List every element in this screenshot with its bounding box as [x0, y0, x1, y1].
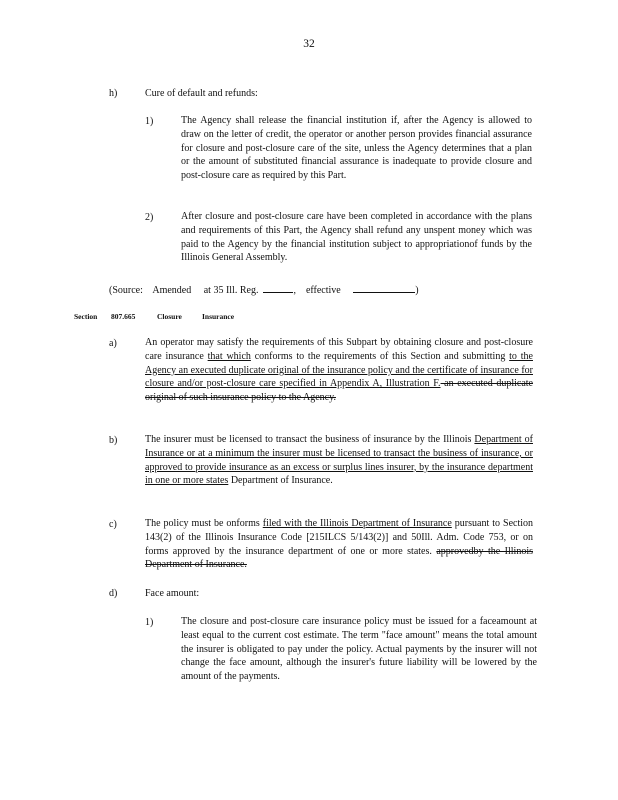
item-d1-label: 1): [145, 617, 154, 628]
subsection-b-label: b): [109, 435, 118, 446]
subsection-c-label: c): [109, 519, 117, 530]
subsection-d-label: d): [109, 588, 118, 599]
item-h2-text: After closure and post-closure care have been completed in accordance with the plans and requirements of this Part, the Agency shall refund any unspent money which was paid to the Agency by the financial institution subject to appropriationof funds by the Illinois General Assembly.: [181, 211, 532, 264]
subsection-a-label: a): [109, 338, 117, 349]
item-d1-text: The closure and post-closure care insurance policy must be issued for a faceamount at least equal to the current cost estimate. The term "face amount" means the total amount the insurer is obligated to pay under the policy. Actual payments by the insurer will not change the face amount, although the insurer's future liability will be lowered by the amount of the payments.: [181, 616, 537, 683]
a-text-1: An operator may satisfy the requirements of this Subpart by obtaining closure and post-closure care insurance: [145, 337, 533, 362]
c-text-1: The policy must be onforms: [145, 518, 263, 529]
c-text-2: pursuant to Section 143(2) of the Illinois Insurance Code [215ILCS 5/143(2)] and 50Ill. Adm. Code 753, or on forms approved by the insurance department of one or more states.: [145, 518, 533, 557]
section-label: Section: [74, 312, 98, 321]
source-note: [109, 282, 419, 298]
section-number: 807.665: [111, 312, 136, 321]
a-deleted-1: an executed duplicate original of such insurance policy to the Agency.: [145, 378, 533, 404]
b-text-1: The insurer must be licensed to transact the business of insurance by the Illinois: [145, 434, 475, 445]
item-h1-text: The Agency shall release the financial institution if, after the Agency is allowed to draw on the letter of credit, the operator or another person provides financial assurance for closure and post-closure care of the site, unless the Agency determines that a plan or the amount of substituted financial assurance is inadequate to provide closure and post-closure care as required by this Part.: [181, 115, 532, 182]
b-inserted-1: Department of Insurance or at a minimum the insurer must be licensed to transact the business of insurance, or approved to provide insurance as an excess or surplus lines insurer, by the insurance department in one or more states: [145, 434, 533, 487]
subsection-h-title: Cure of default and refunds:: [145, 88, 258, 99]
a-inserted-1: that which: [207, 350, 251, 362]
source-prefix: (Source:: [109, 285, 143, 296]
subsection-d-title: Face amount:: [145, 588, 200, 599]
c-inserted-1: filed with the Illinois Department of Insurance: [262, 518, 452, 529]
item-h2-label: 2): [145, 212, 154, 223]
a-inserted-2: to the Agency an executed duplicate original of the insurance policy and the certificate of insurance for closure and/or post-closure care specified in Appendix A, Illustration F.: [145, 350, 533, 390]
b-text-2: Department of Insurance.: [228, 475, 333, 487]
c-deleted-1: approvedby the Illinois Department of Insurance.: [145, 545, 533, 571]
subsection-b-text: [145, 433, 533, 488]
section-title-insurance: Insurance: [202, 312, 235, 321]
reg-blank: [263, 282, 293, 293]
source-reg: at 35 Ill. Reg.: [203, 285, 259, 296]
source-close: ): [415, 285, 419, 296]
item-h1-label: 1): [145, 116, 154, 127]
section-title-closure: Closure: [157, 312, 182, 321]
effective-blank: [353, 282, 415, 293]
a-text-2: conforms to the requirements of this Section and submitting: [250, 350, 510, 362]
subsection-a-text: [145, 336, 533, 405]
source-comma: ,: [293, 285, 296, 296]
source-amended: Amended: [152, 285, 192, 296]
subsection-c-text: [145, 517, 533, 572]
page-number: 32: [303, 38, 315, 50]
subsection-h-label: h): [109, 88, 118, 99]
source-effective: effective: [305, 285, 341, 296]
